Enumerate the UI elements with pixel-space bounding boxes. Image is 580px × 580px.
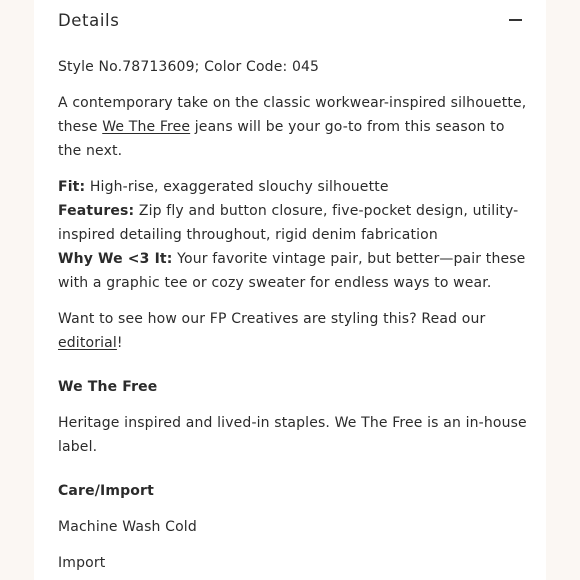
- description-text-end: jeans will be your go-to from this season to the next.: [58, 119, 505, 159]
- editorial-exclaim: !: [116, 335, 123, 351]
- why-label: Why We <3 It:: [58, 251, 173, 267]
- care-import: Import: [58, 555, 106, 571]
- details-panel: [34, 0, 546, 580]
- fit-text: High-rise, exaggerated slouchy silhouette: [85, 179, 389, 195]
- care-wash: Machine Wash Cold: [58, 519, 197, 535]
- why-text: Your favorite vintage pair, but better—pair these with a graphic tee or cozy sweater for endless ways to wear.: [58, 251, 526, 291]
- description-text: A contemporary take on the classic workwear-inspired silhouette, these: [58, 95, 527, 135]
- details-title: Details: [58, 10, 120, 30]
- fit-label: Fit:: [58, 179, 86, 195]
- details-content: [58, 55, 528, 575]
- editorial-link[interactable]: editorial: [58, 335, 117, 351]
- we-the-free-link[interactable]: We The Free: [102, 119, 191, 135]
- editorial-text: Want to see how our FP Creatives are styling this? Read our: [58, 311, 486, 327]
- brand-title: We The Free: [58, 379, 158, 395]
- why-line: [58, 247, 528, 295]
- features-line: [58, 199, 528, 247]
- minus-icon[interactable]: [508, 13, 522, 27]
- brand-text: Heritage inspired and lived-in staples. We The Free is an in-house label.: [58, 415, 527, 455]
- details-accordion-header[interactable]: [58, 0, 522, 40]
- fit-line: [58, 175, 528, 199]
- style-number: Style No.78713609; Color Code: 045: [58, 59, 320, 75]
- editorial-line: [58, 307, 528, 355]
- product-description: [58, 91, 528, 163]
- features-label: Features:: [58, 203, 135, 219]
- features-text: Zip fly and button closure, five-pocket design, utility-inspired detailing throughout, rigid denim fabrication: [58, 203, 519, 243]
- care-title: Care/Import: [58, 483, 154, 499]
